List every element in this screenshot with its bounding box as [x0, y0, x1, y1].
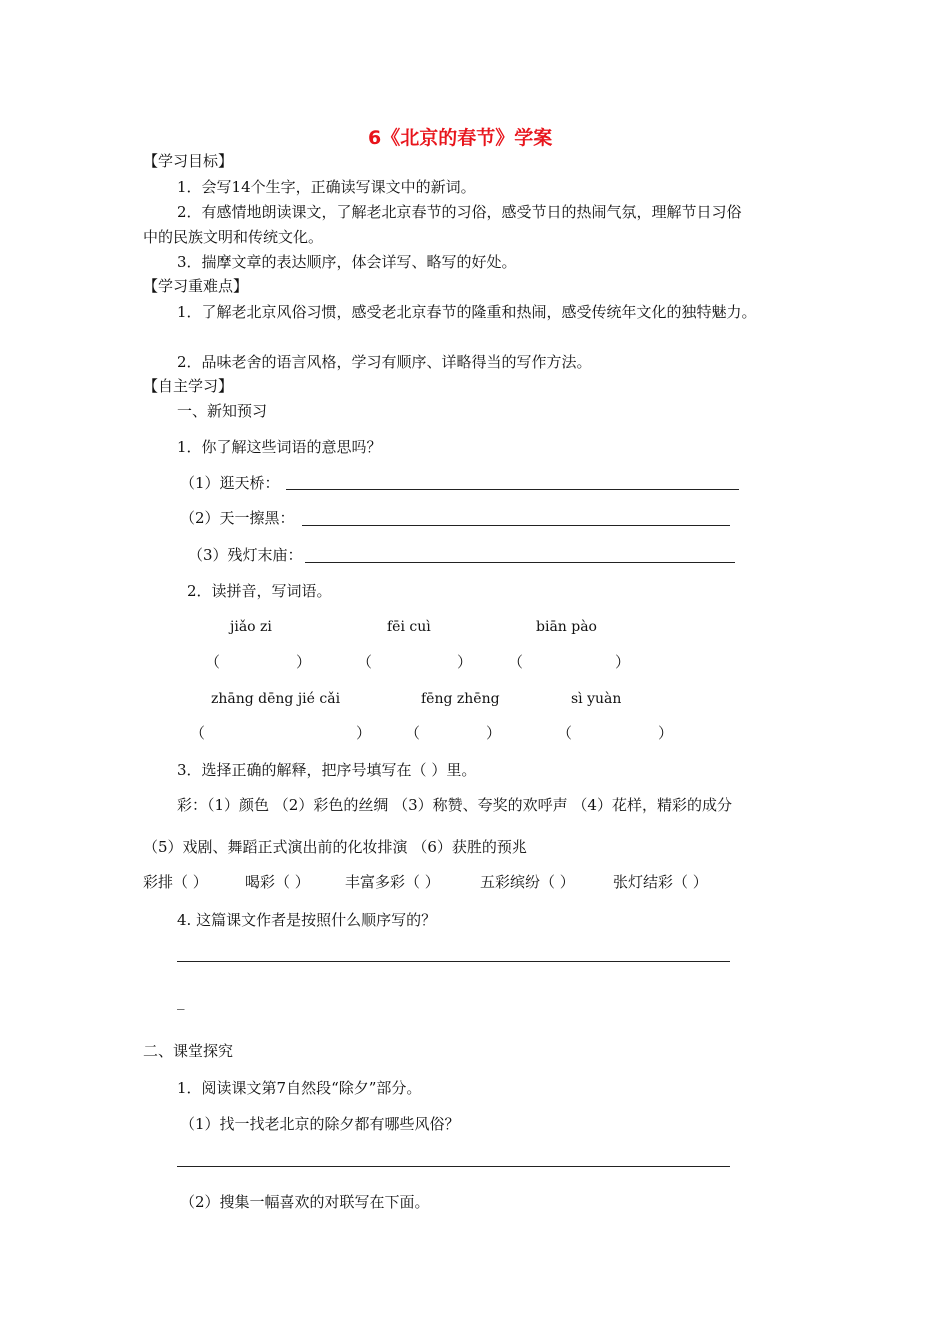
objectives-heading: 【学习目标】 — [143, 152, 234, 170]
paren-open: （ — [405, 724, 421, 742]
q1-prompt: 1．你了解这些词语的意思吗？ — [177, 438, 382, 456]
classroom-q1: 1．阅读课文第7自然段“除夕”部分。 — [177, 1079, 422, 1097]
paren-close: ） — [658, 724, 674, 742]
q2-prompt: 2．读拼音，写词语。 — [187, 582, 332, 600]
classroom-heading: 二、课堂探究 — [143, 1042, 234, 1060]
term-label: （1）逛天桥： — [180, 474, 280, 492]
paren-open: （ — [190, 724, 206, 742]
fill-item[interactable]: 张灯结彩（ ） — [613, 873, 708, 891]
objective-item: 1．会写14个生字，正确读写课文中的新词。 — [177, 178, 476, 196]
key-point-item: 2．品味老舍的语言风格，学习有顺序、详略得当的写作方法。 — [177, 353, 592, 371]
q4-prompt: 4. 这篇课文作者是按照什么顺序写的？ — [177, 911, 437, 929]
key-points-heading: 【学习重难点】 — [143, 277, 249, 295]
answer-line[interactable] — [286, 489, 739, 490]
fill-item[interactable]: 丰富多彩（ ） — [345, 873, 440, 891]
term-label: （3）残灯末庙： — [188, 546, 303, 564]
pinyin-word: fēng zhēng — [421, 691, 500, 707]
q3-options: 彩：（1）颜色 （2）彩色的丝绸 （3）称赞、夸奖的欢呼声 （4）花样，精彩的成分 — [177, 796, 732, 814]
objective-item: 中的民族文明和传统文化。 — [143, 228, 324, 246]
q3-prompt: 3．选择正确的解释，把序号填写在（ ）里。 — [177, 761, 477, 779]
paren-close: ） — [486, 724, 502, 742]
fill-item[interactable]: 喝彩（ ） — [245, 873, 310, 891]
section-preview-heading: 一、新知预习 — [177, 402, 268, 420]
objective-item: 3．揣摩文章的表达顺序，体会详写、略写的好处。 — [177, 253, 517, 271]
fill-item[interactable]: 五彩缤纷（ ） — [480, 873, 575, 891]
paren-close: ） — [356, 724, 372, 742]
classroom-sub1: （1）找一找老北京的除夕都有哪些风俗？ — [180, 1115, 460, 1133]
answer-line[interactable] — [177, 961, 730, 962]
paren-open: （ — [508, 653, 524, 671]
classroom-sub2: （2）搜集一幅喜欢的对联写在下面。 — [180, 1193, 430, 1211]
paren-close: ） — [615, 653, 631, 671]
paren-open: （ — [205, 653, 221, 671]
answer-line[interactable] — [302, 525, 730, 526]
answer-line-stub: _ — [177, 992, 185, 1010]
paren-open: （ — [557, 724, 573, 742]
paren-close: ） — [457, 653, 473, 671]
pinyin-word: jiǎo zi — [230, 619, 272, 635]
pinyin-word: biān pào — [536, 619, 597, 635]
paren-open: （ — [357, 653, 373, 671]
pinyin-word: zhāng dēng jié cǎi — [211, 691, 341, 707]
term-label: （2）天一擦黑： — [180, 509, 295, 527]
q3-options: （5）戏剧、舞蹈正式演出前的化妆排演 （6）获胜的预兆 — [143, 838, 527, 856]
paren-close: ） — [296, 653, 312, 671]
answer-line[interactable] — [305, 562, 735, 563]
self-study-heading: 【自主学习】 — [143, 377, 234, 395]
pinyin-word: fēi cuì — [387, 619, 431, 635]
key-point-item: 1．了解老北京风俗习惯，感受老北京春节的隆重和热闹，感受传统年文化的独特魅力。 — [177, 303, 757, 321]
answer-line[interactable] — [177, 1166, 730, 1167]
page-title: 6《北京的春节》学案 — [368, 127, 553, 149]
objective-item: 2．有感情地朗读课文，了解老北京春节的习俗，感受节日的热闹气氛，理解节日习俗 — [177, 203, 742, 221]
fill-item[interactable]: 彩排（ ） — [143, 873, 208, 891]
pinyin-word: sì yuàn — [571, 691, 622, 707]
